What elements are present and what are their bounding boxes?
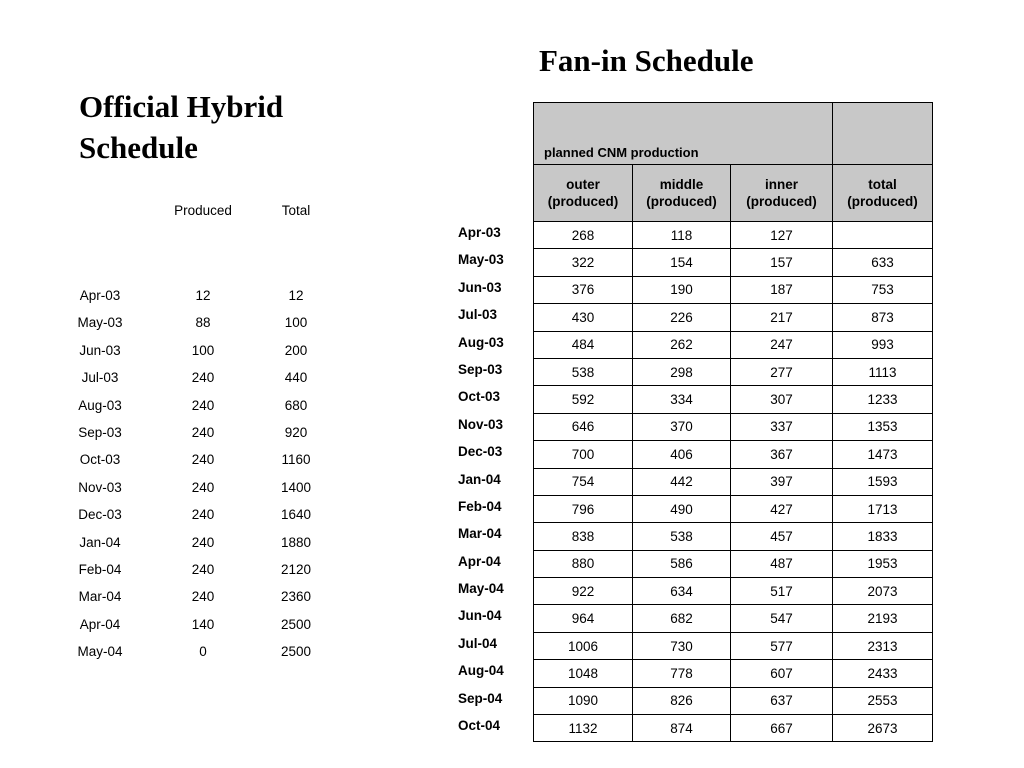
cell-inner: 337	[731, 413, 833, 440]
planned-cnm-production-label: planned CNM production	[534, 103, 833, 165]
cell-middle: 682	[633, 605, 731, 632]
cell-outer: 754	[534, 468, 633, 495]
table-row	[534, 222, 933, 249]
row-date-label: Nov-03	[458, 416, 504, 432]
cell-outer: 1006	[534, 632, 633, 659]
row-date-label: Apr-03	[458, 225, 501, 240]
cell-produced: 88	[195, 315, 211, 331]
table-row	[534, 660, 933, 687]
cell-outer: 322	[534, 249, 633, 276]
cell-middle: 730	[633, 632, 731, 659]
cell-inner: 157	[731, 249, 833, 276]
cell-inner: 667	[731, 715, 833, 742]
cell-outer: 592	[534, 386, 633, 413]
cell-total: 1113	[833, 358, 933, 385]
cell-total: 753	[833, 276, 933, 303]
cell-produced: 140	[191, 616, 215, 632]
cell-outer: 964	[534, 605, 633, 632]
official-hybrid-schedule-table	[0, 288, 400, 671]
table-row	[534, 331, 933, 358]
table-row	[534, 495, 933, 522]
column-header-total: total (produced)	[833, 165, 933, 222]
table-row	[534, 276, 933, 303]
fan-in-schedule-title: Fan-in Schedule	[539, 43, 754, 78]
row-date-label: Jul-04	[458, 635, 498, 651]
cell-produced: 0	[199, 644, 207, 660]
row-date-label: Aug-03	[458, 334, 504, 350]
table-row	[534, 468, 933, 495]
table-row	[0, 370, 400, 397]
cell-outer: 484	[534, 331, 633, 358]
cell-inner: 547	[731, 605, 833, 632]
table-row	[0, 398, 400, 425]
cell-total: 2313	[833, 632, 933, 659]
cell-total: 633	[833, 249, 933, 276]
cell-produced: 240	[191, 479, 215, 495]
row-date-label: Jul-03	[458, 307, 498, 323]
cell-total: 2433	[833, 660, 933, 687]
cell-produced: 240	[191, 452, 215, 468]
cell-date: Jan-04	[79, 534, 121, 550]
official-hybrid-schedule-title: Official Hybrid Schedule	[79, 89, 284, 165]
cell-outer: 646	[534, 413, 633, 440]
cell-total: 1640	[280, 507, 312, 523]
cell-produced: 240	[191, 507, 215, 523]
row-date-label: May-04	[458, 581, 504, 597]
table-row	[0, 480, 400, 507]
table-row	[534, 441, 933, 468]
cell-total: 1233	[833, 386, 933, 413]
cell-outer: 880	[534, 550, 633, 577]
table-row	[0, 644, 400, 671]
table-header-blank-cell	[833, 103, 933, 165]
cell-total	[833, 222, 933, 249]
cell-total: 2120	[280, 561, 312, 577]
cell-outer: 1132	[534, 715, 633, 742]
cell-date: May-03	[77, 315, 123, 331]
cell-total: 920	[284, 424, 308, 440]
cell-total: 1880	[280, 534, 312, 550]
cell-total: 2673	[833, 715, 933, 742]
cell-inner: 427	[731, 495, 833, 522]
cell-produced: 100	[191, 342, 215, 358]
table-row	[534, 687, 933, 714]
cell-date: Jun-03	[79, 342, 121, 358]
cell-inner: 247	[731, 331, 833, 358]
table-row	[0, 562, 400, 589]
cell-middle: 874	[633, 715, 731, 742]
table-row	[0, 507, 400, 534]
table-row	[0, 425, 400, 452]
cell-middle: 334	[633, 386, 731, 413]
cell-total: 993	[833, 331, 933, 358]
table-row	[534, 632, 933, 659]
cell-middle: 538	[633, 523, 731, 550]
cell-inner: 607	[731, 660, 833, 687]
table-row	[534, 413, 933, 440]
cell-middle: 154	[633, 249, 731, 276]
cell-date: Sep-03	[78, 424, 122, 440]
table-row	[0, 315, 400, 342]
cell-total: 12	[288, 288, 304, 303]
cell-produced: 12	[195, 288, 211, 303]
row-date-label: Aug-04	[458, 663, 504, 679]
cell-outer: 1048	[534, 660, 633, 687]
cell-outer: 268	[534, 222, 633, 249]
row-date-label: Jun-03	[458, 279, 502, 295]
table-row	[0, 617, 400, 644]
cell-middle: 118	[633, 222, 731, 249]
table-row	[534, 523, 933, 550]
row-date-label: Sep-04	[458, 690, 503, 706]
cell-inner: 517	[731, 578, 833, 605]
cell-middle: 262	[633, 331, 731, 358]
table-row	[534, 578, 933, 605]
table-row	[0, 535, 400, 562]
cell-middle: 226	[633, 304, 731, 331]
table-group-header-row	[534, 103, 933, 165]
cell-total: 1400	[280, 479, 312, 495]
table-row	[534, 550, 933, 577]
left-header-produced: Produced	[174, 203, 232, 218]
table-column-header-row	[534, 165, 933, 222]
cell-middle: 406	[633, 441, 731, 468]
cell-total: 200	[284, 342, 308, 358]
cell-produced: 240	[191, 589, 215, 605]
cell-total: 1353	[833, 413, 933, 440]
cell-total: 680	[284, 397, 308, 413]
cell-date: Dec-03	[78, 507, 122, 523]
table-row	[534, 605, 933, 632]
row-date-label: Sep-03	[458, 361, 503, 377]
cell-date: Aug-03	[78, 397, 122, 413]
cell-middle: 370	[633, 413, 731, 440]
table-row	[0, 589, 400, 616]
cell-outer: 838	[534, 523, 633, 550]
cell-produced: 240	[191, 370, 215, 386]
cell-inner: 367	[731, 441, 833, 468]
cell-inner: 457	[731, 523, 833, 550]
cell-total: 1593	[833, 468, 933, 495]
cell-inner: 217	[731, 304, 833, 331]
row-date-label: Feb-04	[458, 498, 502, 514]
cell-outer: 538	[534, 358, 633, 385]
cell-total: 2553	[833, 687, 933, 714]
cell-date: Oct-03	[79, 452, 121, 468]
cell-middle: 190	[633, 276, 731, 303]
table-row	[534, 358, 933, 385]
cell-date: Apr-03	[79, 288, 121, 303]
cell-total: 2360	[280, 589, 312, 605]
cell-inner: 127	[731, 222, 833, 249]
fan-in-date-column	[458, 219, 533, 739]
table-row	[0, 288, 400, 315]
row-date-label: Mar-04	[458, 526, 502, 542]
cell-total: 100	[284, 315, 308, 331]
table-row	[534, 386, 933, 413]
cell-inner: 577	[731, 632, 833, 659]
column-header-inner: inner (produced)	[731, 165, 833, 222]
cell-outer: 1090	[534, 687, 633, 714]
cell-outer: 796	[534, 495, 633, 522]
cell-middle: 490	[633, 495, 731, 522]
table-row	[534, 304, 933, 331]
fan-in-schedule-table	[533, 102, 933, 742]
table-row	[534, 715, 933, 742]
cell-date: Mar-04	[78, 589, 122, 605]
column-header-middle: middle (produced)	[633, 165, 731, 222]
cell-middle: 298	[633, 358, 731, 385]
cell-total: 1473	[833, 441, 933, 468]
cell-total: 1160	[281, 452, 311, 468]
cell-middle: 634	[633, 578, 731, 605]
cell-date: Feb-04	[78, 561, 122, 577]
cell-date: Jul-03	[81, 370, 119, 386]
cell-date: Nov-03	[78, 479, 122, 495]
cell-produced: 240	[191, 424, 215, 440]
row-date-label: Oct-03	[458, 389, 501, 405]
row-date-label: Jun-04	[458, 608, 502, 624]
cell-outer: 430	[534, 304, 633, 331]
cell-middle: 442	[633, 468, 731, 495]
cell-inner: 307	[731, 386, 833, 413]
cell-produced: 240	[191, 534, 215, 550]
row-date-label: Apr-04	[458, 553, 501, 569]
cell-produced: 240	[191, 561, 215, 577]
cell-total: 873	[833, 304, 933, 331]
cell-date: May-04	[77, 644, 123, 660]
cell-inner: 277	[731, 358, 833, 385]
cell-total: 2073	[833, 578, 933, 605]
cell-inner: 637	[731, 687, 833, 714]
row-date-label: Oct-04	[458, 718, 501, 734]
cell-produced: 240	[191, 397, 215, 413]
left-header-total: Total	[281, 203, 311, 218]
cell-inner: 187	[731, 276, 833, 303]
cell-total: 1953	[833, 550, 933, 577]
cell-total: 1713	[833, 495, 933, 522]
cell-date: Apr-04	[79, 616, 121, 632]
row-date-label: May-03	[458, 252, 504, 268]
table-row	[0, 452, 400, 479]
cell-middle: 778	[633, 660, 731, 687]
cell-total: 2500	[280, 616, 312, 632]
cell-inner: 397	[731, 468, 833, 495]
cell-total: 440	[284, 370, 308, 386]
column-header-outer: outer (produced)	[534, 165, 633, 222]
cell-total: 2500	[280, 644, 312, 660]
cell-middle: 586	[633, 550, 731, 577]
row-date-label: Jan-04	[458, 471, 501, 487]
cell-total: 1833	[833, 523, 933, 550]
cell-total: 2193	[833, 605, 933, 632]
table-row	[534, 249, 933, 276]
table-row	[0, 343, 400, 370]
row-date-label: Dec-03	[458, 444, 503, 460]
cell-inner: 487	[731, 550, 833, 577]
cell-middle: 826	[633, 687, 731, 714]
cell-outer: 376	[534, 276, 633, 303]
cell-outer: 922	[534, 578, 633, 605]
cell-outer: 700	[534, 441, 633, 468]
